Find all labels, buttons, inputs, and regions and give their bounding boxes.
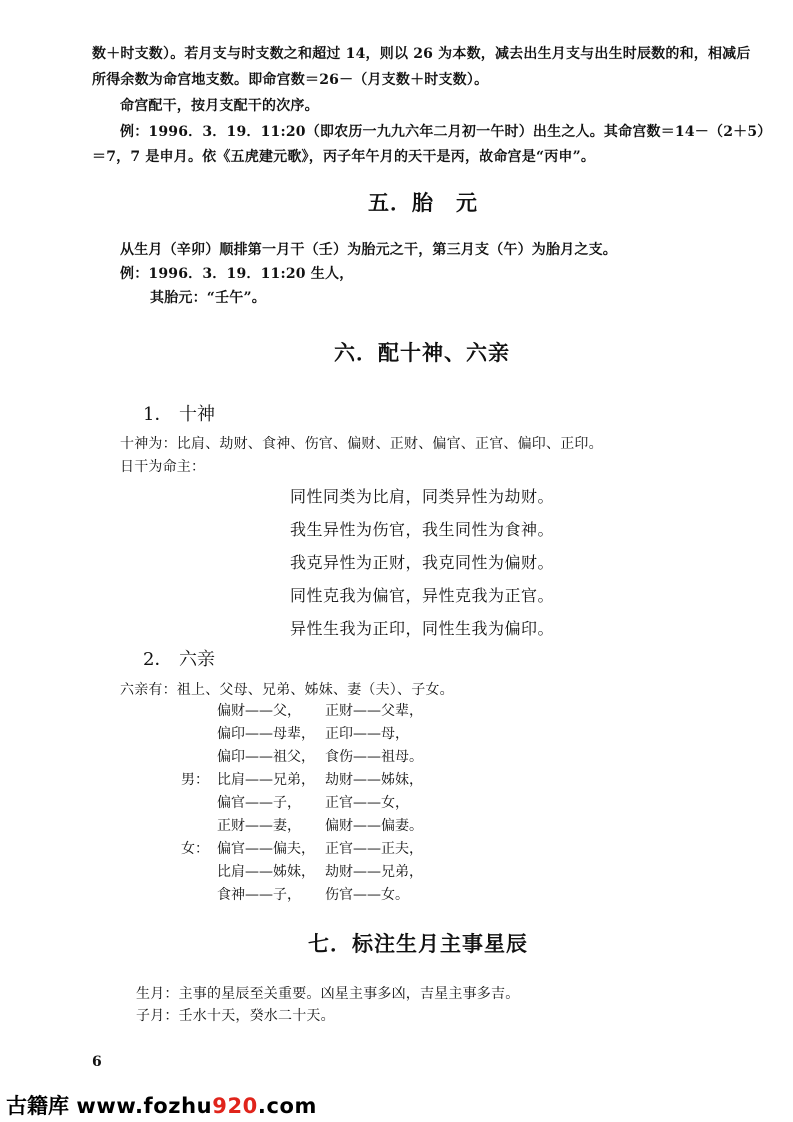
- relation-right: 正印——母，: [325, 726, 409, 742]
- relation-right: 伤官——女。: [325, 887, 409, 903]
- relation-left: 食神——子，: [217, 887, 301, 903]
- subsection-label: 十神: [179, 404, 215, 425]
- example-line: 其胎元：“壬午”。: [150, 290, 266, 306]
- page-number: 6: [92, 1054, 102, 1070]
- example-line: 例：1996．3．19．11:20 生人，: [120, 266, 354, 282]
- relation-tag: 女：: [181, 841, 209, 857]
- relation-left: 正财——妻，: [217, 818, 301, 834]
- rule-line: 异性生我为正印，同性生我为偏印。: [290, 619, 555, 638]
- relation-row: [181, 700, 423, 723]
- rizhu-line: 日干为命主：: [120, 459, 206, 475]
- example-line: 例：1996．3．19．11:20（即农历一九九六年二月初一午时）出生之人。其命宫数＝14－（2＋5）: [120, 124, 772, 140]
- relation-row: [181, 884, 409, 907]
- liuqin-list: 六亲有：祖上、父母、兄弟、姊妹、妻（夫）、子女。: [120, 682, 454, 698]
- rule-line: 我克异性为正财，我克同性为偏财。: [290, 553, 555, 572]
- subsection-title-shishen: [143, 400, 215, 426]
- footer-watermark: [6, 1090, 317, 1120]
- relation-right: 正官——正夫，: [325, 841, 423, 857]
- relation-left: 偏官——偏夫，: [217, 841, 315, 857]
- subsection-label: 六亲: [179, 649, 215, 670]
- footer-url-number: 920: [212, 1094, 258, 1118]
- shishen-list: 十神为：比肩、劫财、食神、伤官、偏财、正财、偏官、正官、偏印、正印。: [120, 436, 603, 452]
- footer-url-prefix: www.fozhu: [76, 1094, 213, 1118]
- section-title-star-markers: 七．标注生月主事星辰: [308, 931, 528, 956]
- footer-url[interactable]: [76, 1094, 317, 1118]
- rule-line: 我生异性为伤官，我生同性为食神。: [290, 520, 555, 539]
- relation-right: 劫财——姊妹，: [325, 772, 423, 788]
- footer-site-name: 古籍库: [6, 1094, 69, 1118]
- rule-line: 同性克我为偏官，异性克我为正官。: [290, 586, 555, 605]
- relation-left: 偏印——母辈，: [217, 726, 315, 742]
- relation-right: 劫财——兄弟，: [325, 864, 423, 880]
- paragraph-line: 数＋时支数）。若月支与时支数之和超过 14，则以 26 为本数，减去出生月支与出生时辰数的和，相减后: [92, 46, 751, 62]
- relation-tag: 男：: [181, 772, 209, 788]
- example-line: ＝7，7 是申月。依《五虎建元歌》，丙子年午月的天干是丙，故命宫是“丙申”。: [92, 149, 596, 165]
- relation-left: 比肩——姊妹，: [217, 864, 315, 880]
- paragraph-line: 从生月（辛卯）顺排第一月干（壬）为胎元之干，第三月支（午）为胎月之支。: [120, 242, 617, 258]
- relation-row: [181, 769, 423, 792]
- subsection-number: 2．: [143, 649, 173, 670]
- paragraph-line: 命宫配干，按月支配干的次序。: [120, 98, 319, 114]
- relation-row: [181, 746, 423, 769]
- rule-line: 同性同类为比肩，同类异性为劫财。: [290, 487, 555, 506]
- relation-right: 正官——女，: [325, 795, 409, 811]
- relation-right: 正财——父辈，: [325, 703, 423, 719]
- relation-left: 偏印——祖父，: [217, 749, 315, 765]
- relation-left: 偏财——父，: [217, 703, 301, 719]
- section-title-taiyuan: 五．胎 元: [368, 190, 478, 215]
- relation-row: [181, 815, 423, 838]
- relation-row: [181, 838, 423, 861]
- relation-left: 比肩——兄弟，: [217, 772, 315, 788]
- relation-right: 偏财——偏妻。: [325, 818, 423, 834]
- section-title-shishen-liuqin: 六．配十神、六亲: [334, 340, 510, 365]
- paragraph-line: 所得余数为命宫地支数。即命宫数＝26－（月支数＋时支数）。: [92, 72, 489, 88]
- relation-row: [181, 861, 423, 884]
- paragraph-line: 生月：主事的星辰至关重要。凶星主事多凶，吉星主事多吉。: [136, 986, 520, 1002]
- footer-url-suffix: .com: [257, 1094, 318, 1118]
- subsection-title-liuqin: [143, 645, 215, 671]
- subsection-number: 1．: [143, 404, 173, 425]
- relation-row: [181, 792, 409, 815]
- paragraph-line: 子月：壬水十天，癸水二十天。: [136, 1008, 335, 1024]
- relation-right: 食伤——祖母。: [325, 749, 423, 765]
- relation-row: [181, 723, 409, 746]
- relation-left: 偏官——子，: [217, 795, 301, 811]
